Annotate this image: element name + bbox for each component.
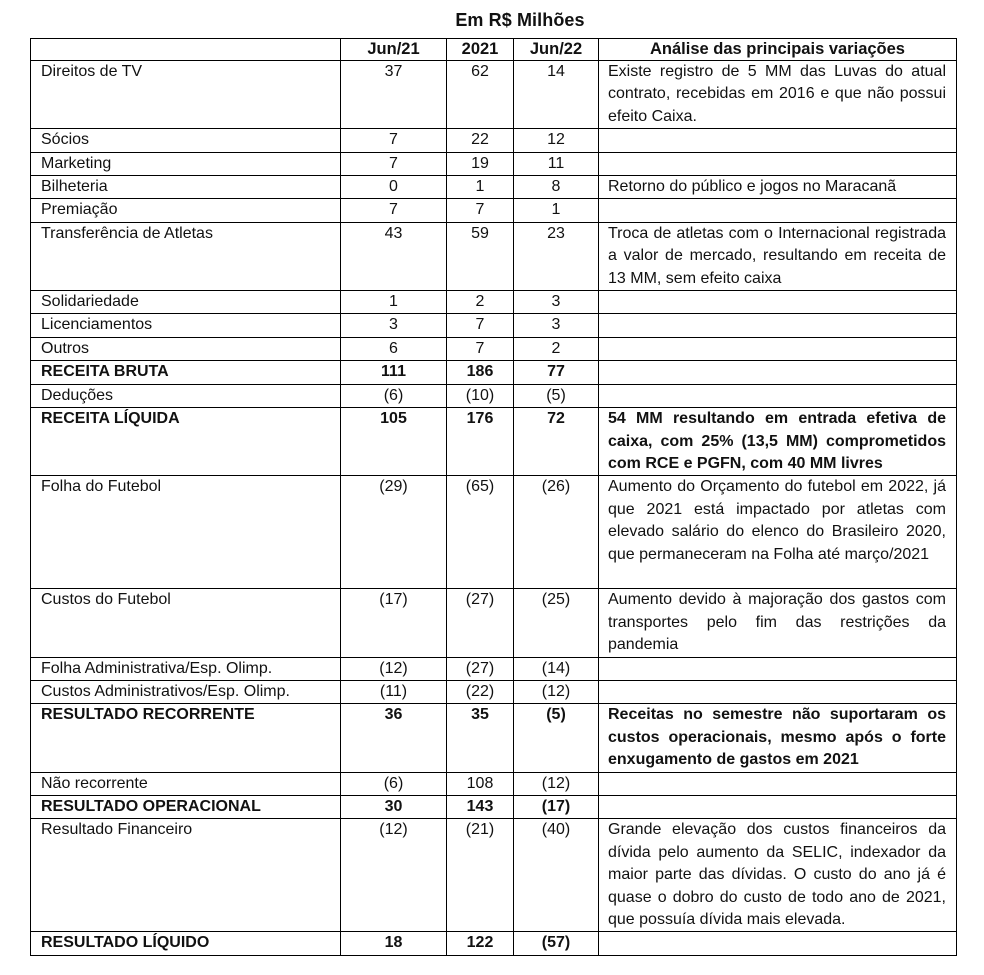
row-jun21: (17)	[341, 589, 447, 657]
row-jun22: 14	[514, 61, 599, 129]
row-2021: 35	[447, 704, 514, 772]
row-jun22: 77	[514, 361, 599, 384]
table-row	[31, 129, 957, 152]
row-jun22: (17)	[514, 795, 599, 818]
row-note	[599, 795, 957, 818]
row-label: RESULTADO RECORRENTE	[31, 704, 341, 772]
row-note	[599, 361, 957, 384]
header-jun21: Jun/21	[341, 39, 447, 61]
row-note	[599, 932, 957, 955]
row-note: Grande elevação dos custos financeiros da dívida pelo aumento da SELIC, indexador da maior parte das dívidas. O custo do ano já é quase o dobro do custo de todo ano de 2021, que possuía dívida mais elevada.	[599, 819, 957, 932]
table-caption: Em R$ Milhões	[455, 10, 585, 30]
row-jun22: (25)	[514, 589, 599, 657]
row-jun21: 111	[341, 361, 447, 384]
row-jun21: (29)	[341, 476, 447, 589]
table-row	[31, 704, 957, 772]
table-row	[31, 408, 957, 476]
row-label: Sócios	[31, 129, 341, 152]
row-jun21: (6)	[341, 384, 447, 407]
row-jun22: (5)	[514, 704, 599, 772]
row-note	[599, 152, 957, 175]
row-jun21: 7	[341, 152, 447, 175]
row-2021: (21)	[447, 819, 514, 932]
row-jun22: 8	[514, 176, 599, 199]
row-jun21: 7	[341, 129, 447, 152]
table-row	[31, 795, 957, 818]
row-label: RESULTADO OPERACIONAL	[31, 795, 341, 818]
row-note	[599, 337, 957, 360]
row-note	[599, 772, 957, 795]
row-note	[599, 384, 957, 407]
row-jun22: (12)	[514, 680, 599, 703]
row-note	[599, 680, 957, 703]
row-jun21: (6)	[341, 772, 447, 795]
row-jun22: (40)	[514, 819, 599, 932]
row-2021: 7	[447, 314, 514, 337]
row-label: Folha Administrativa/Esp. Olimp.	[31, 657, 341, 680]
row-2021: 62	[447, 61, 514, 129]
row-label: Folha do Futebol	[31, 476, 341, 589]
table-row	[31, 589, 957, 657]
row-label: Transferência de Atletas	[31, 222, 341, 290]
table-row	[31, 680, 957, 703]
table-row	[31, 819, 957, 932]
row-2021: 19	[447, 152, 514, 175]
row-jun21: 0	[341, 176, 447, 199]
row-label: Resultado Financeiro	[31, 819, 341, 932]
row-2021: (22)	[447, 680, 514, 703]
row-jun22: (14)	[514, 657, 599, 680]
row-label: Marketing	[31, 152, 341, 175]
row-jun22: 23	[514, 222, 599, 290]
row-2021: 59	[447, 222, 514, 290]
row-2021: 108	[447, 772, 514, 795]
row-note	[599, 291, 957, 314]
financial-table	[30, 38, 957, 956]
row-note: Existe registro de 5 MM das Luvas do atual contrato, recebidas em 2016 e que não possui efeito Caixa.	[599, 61, 957, 129]
table-row	[31, 361, 957, 384]
row-label: Não recorrente	[31, 772, 341, 795]
row-2021: (27)	[447, 589, 514, 657]
table-row	[31, 337, 957, 360]
row-label: Solidariedade	[31, 291, 341, 314]
row-label: Custos Administrativos/Esp. Olimp.	[31, 680, 341, 703]
row-note	[599, 129, 957, 152]
header-row	[31, 39, 957, 61]
table-row	[31, 152, 957, 175]
row-label: RECEITA BRUTA	[31, 361, 341, 384]
row-label: Deduções	[31, 384, 341, 407]
table-row	[31, 199, 957, 222]
row-jun21: 105	[341, 408, 447, 476]
header-analysis: Análise das principais variações	[599, 39, 957, 61]
row-2021: (27)	[447, 657, 514, 680]
row-note	[599, 199, 957, 222]
table-row	[31, 772, 957, 795]
row-label: Licenciamentos	[31, 314, 341, 337]
row-note: Troca de atletas com o Internacional registrada a valor de mercado, resultando em receita de 13 MM, sem efeito caixa	[599, 222, 957, 290]
row-2021: 176	[447, 408, 514, 476]
table-row	[31, 314, 957, 337]
row-label: Bilheteria	[31, 176, 341, 199]
row-jun21: 6	[341, 337, 447, 360]
row-note	[599, 657, 957, 680]
row-label: RECEITA LÍQUIDA	[31, 408, 341, 476]
row-jun21: (12)	[341, 819, 447, 932]
row-jun22: (26)	[514, 476, 599, 589]
header-jun22: Jun/22	[514, 39, 599, 61]
row-jun22: 72	[514, 408, 599, 476]
row-note	[599, 314, 957, 337]
row-note: Retorno do público e jogos no Maracanã	[599, 176, 957, 199]
row-jun21: 43	[341, 222, 447, 290]
row-jun22: 11	[514, 152, 599, 175]
row-jun21: (11)	[341, 680, 447, 703]
row-jun21: 37	[341, 61, 447, 129]
header-label	[31, 39, 341, 61]
row-label: Direitos de TV	[31, 61, 341, 129]
row-2021: (65)	[447, 476, 514, 589]
table-row	[31, 476, 957, 589]
table-row	[31, 176, 957, 199]
row-jun22: 3	[514, 291, 599, 314]
row-jun21: 36	[341, 704, 447, 772]
row-jun21: 3	[341, 314, 447, 337]
row-2021: 7	[447, 337, 514, 360]
row-jun22: 2	[514, 337, 599, 360]
row-jun21: 1	[341, 291, 447, 314]
row-2021: 186	[447, 361, 514, 384]
row-note: Aumento do Orçamento do futebol em 2022, já que 2021 está impactado por atletas com elevado salário do elenco do Brasileiro 2020, que permaneceram na Folha até março/2021	[599, 476, 957, 589]
table-row	[31, 222, 957, 290]
row-jun21: 7	[341, 199, 447, 222]
row-2021: 122	[447, 932, 514, 955]
row-2021: (10)	[447, 384, 514, 407]
row-2021: 143	[447, 795, 514, 818]
row-jun22: (57)	[514, 932, 599, 955]
row-2021: 7	[447, 199, 514, 222]
row-jun21: 30	[341, 795, 447, 818]
row-jun22: (5)	[514, 384, 599, 407]
table-row	[31, 932, 957, 955]
row-jun22: (12)	[514, 772, 599, 795]
row-label: RESULTADO LÍQUIDO	[31, 932, 341, 955]
row-note: Aumento devido à majoração dos gastos com transportes pelo fim das restrições da pandemia	[599, 589, 957, 657]
table-row	[31, 657, 957, 680]
header-2021: 2021	[447, 39, 514, 61]
table-row	[31, 291, 957, 314]
row-jun21: 18	[341, 932, 447, 955]
row-note: Receitas no semestre não suportaram os custos operacionais, mesmo após o forte enxugamento de gastos em 2021	[599, 704, 957, 772]
row-2021: 1	[447, 176, 514, 199]
row-jun22: 3	[514, 314, 599, 337]
row-label: Custos do Futebol	[31, 589, 341, 657]
table-row	[31, 384, 957, 407]
row-label: Premiação	[31, 199, 341, 222]
table-row	[31, 61, 957, 129]
row-2021: 22	[447, 129, 514, 152]
row-jun21: (12)	[341, 657, 447, 680]
row-jun22: 12	[514, 129, 599, 152]
row-label: Outros	[31, 337, 341, 360]
row-jun22: 1	[514, 199, 599, 222]
row-note: 54 MM resultando em entrada efetiva de caixa, com 25% (13,5 MM) comprometidos com RCE e PGFN, com 40 MM livres	[599, 408, 957, 476]
row-2021: 2	[447, 291, 514, 314]
